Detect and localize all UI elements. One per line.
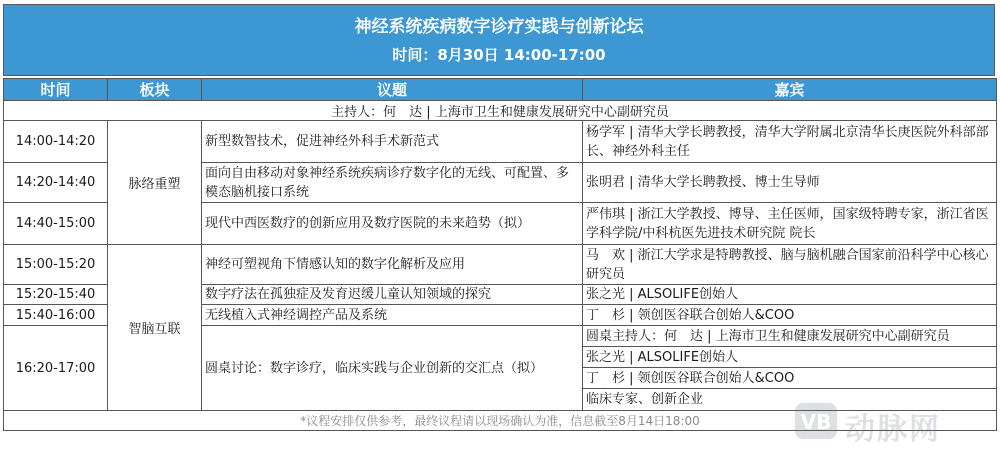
session-guest: 严伟琪 | 浙江大学教授、博导、主任医师，国家级特聘专家，浙江省医学科学院/中科杭医先进技术研究院 院长: [583, 203, 997, 245]
session-time: 15:00-15:20: [4, 245, 108, 285]
session-time: 14:00-14:20: [4, 121, 108, 163]
column-header-topic: 议题: [202, 79, 583, 101]
column-header-block: 板块: [108, 79, 202, 101]
session-time: 14:20-14:40: [4, 163, 108, 203]
session-topic: 数字疗法在孤独症及发育迟缓儿童认知领域的探究: [202, 285, 583, 305]
session-guest: 马 欢 | 浙江大学求是特聘教授、脑与脑机融合国家前沿科学中心核心研究员: [583, 245, 997, 285]
session-time: 16:20-17:00: [4, 326, 108, 411]
session-time: 15:20-15:40: [4, 285, 108, 305]
session-guest: 丁 杉 | 领创医谷联合创始人&COO: [583, 305, 997, 326]
session-topic: 现代中西医数疗的创新应用及数疗医院的未来趋势（拟）: [202, 203, 583, 245]
table-row: [4, 245, 997, 285]
session-topic: 圆桌讨论：数字诊疗，临床实践与企业创新的交汇点（拟）: [202, 326, 583, 411]
session-guest: 杨学军 | 清华大学长聘教授，清华大学附属北京清华长庚医院外科部部长、神经外科主任: [583, 121, 997, 163]
host-info: 主持人：何 达 | 上海市卫生和健康发展研究中心副研究员: [4, 101, 997, 121]
session-guest: 张明君 | 清华大学长聘教授、博士生导师: [583, 163, 997, 203]
table-row: [4, 121, 997, 163]
session-topic: 无线植入式神经调控产品及系统: [202, 305, 583, 326]
session-topic: 新型数智技术，促进神经外科手术新范式: [202, 121, 583, 163]
column-header-time: 时间: [4, 79, 108, 101]
host-row: [4, 101, 997, 121]
session-topic: 神经可塑视角下情感认知的数字化解析及应用: [202, 245, 583, 285]
table-header-row: [4, 79, 997, 101]
section-label: 智脑互联: [108, 245, 202, 411]
session-time: 15:40-16:00: [4, 305, 108, 326]
footnote: *议程安排仅供参考，最终议程请以现场确认为准，信息截至8月14日18:00: [4, 411, 997, 431]
footnote-row: [4, 411, 997, 431]
column-header-guest: 嘉宾: [583, 79, 997, 101]
roundtable-guest: 圆桌主持人：何 达 | 上海市卫生和健康发展研究中心副研究员: [583, 326, 996, 347]
session-topic: 面向自由移动对象神经系统疾病诊疗数字化的无线、可配置、多模态脑机接口系统: [202, 163, 583, 203]
forum-time: 时间：8月30日 14:00-17:00: [392, 46, 606, 64]
roundtable-guest: 丁 杉 | 领创医谷联合创始人&COO: [583, 368, 996, 389]
svg-text:VB: VB: [800, 410, 832, 434]
section-label: 脉络重塑: [108, 121, 202, 245]
brand-watermark-text: 动脉网: [845, 412, 941, 447]
session-guest: 张之光 | ALSOLIFE创始人: [583, 285, 997, 305]
session-time: 14:40-15:00: [4, 203, 108, 245]
roundtable-guest: 临床专家、创新企业: [586, 392, 704, 407]
roundtable-guests: [583, 326, 997, 411]
roundtable-guest: 张之光 | ALSOLIFE创始人: [583, 347, 996, 368]
title-banner: [3, 4, 995, 76]
forum-title: 神经系统疾病数字诊疗实践与创新论坛: [354, 17, 644, 37]
agenda-table: [3, 78, 997, 431]
